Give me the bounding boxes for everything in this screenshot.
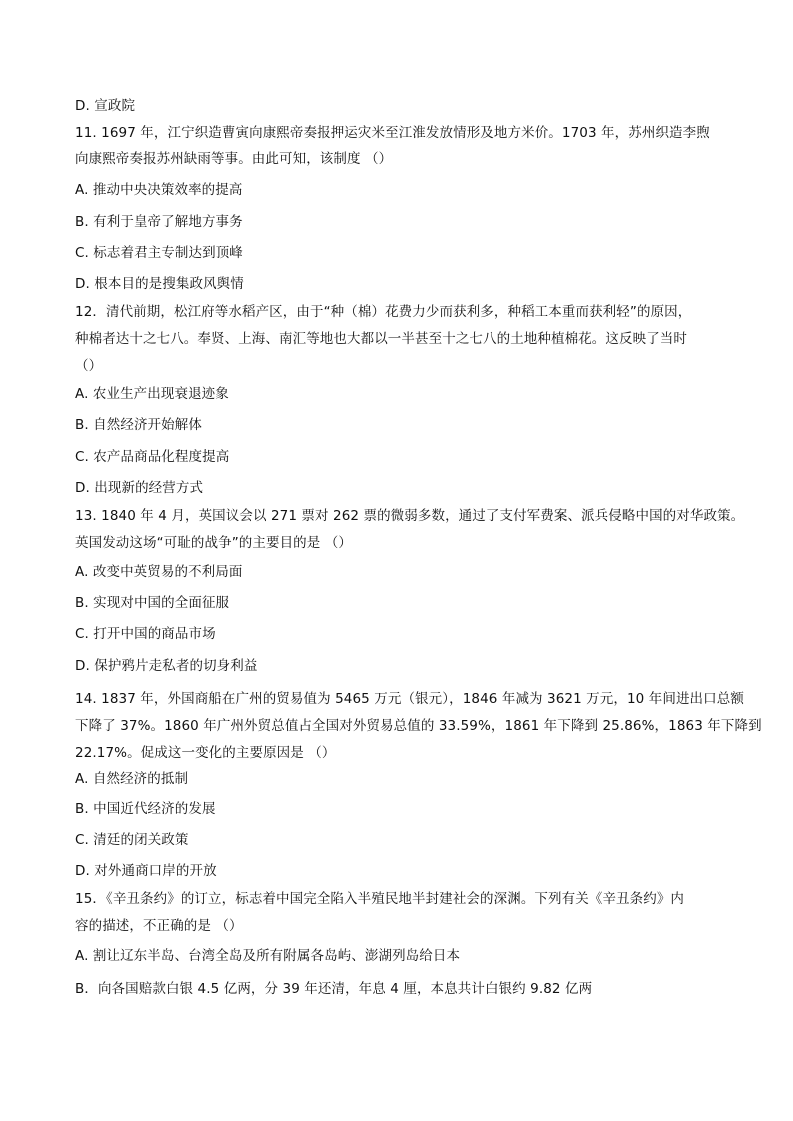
option-d-q11: D. 根本目的是搜集政风舆情 [75, 276, 244, 292]
question-13-line-2: 英国发动这场“可耻的战争”的主要目的是 （） [75, 535, 352, 551]
option-c-q12: C. 农产品商品化程度提高 [75, 449, 230, 465]
question-13-line-1: 13. 1840 年 4 月，英国议会以 271 票对 262 票的微弱多数，通过了支付军费案、派兵侵略中国的对华政策。 [75, 508, 745, 524]
option-d-q14: D. 对外通商口岸的开放 [75, 863, 217, 879]
option-b-q13: B. 实现对中国的全面征服 [75, 595, 230, 611]
question-14-line-2: 下降了 37%。1860 年广州外贸总值占全国对外贸易总值的 33.59%，1861 年下降到 25.86%，1863 年下降到 [75, 718, 762, 734]
question-14-line-3: 22.17%。促成这一变化的主要原因是 （） [75, 745, 336, 761]
option-c-q14: C. 清廷的闭关政策 [75, 832, 189, 848]
option-d-q13: D. 保护鸦片走私者的切身利益 [75, 658, 258, 674]
option-a-q13: A. 改变中英贸易的不利局面 [75, 564, 243, 580]
option-b-q12: B. 自然经济开始解体 [75, 417, 202, 433]
question-12-line-1: 12．清代前期，松江府等水稻产区，由于“种（棉）花费力少而获利多，种稻工本重而获利轻”的原因， [75, 304, 692, 320]
question-14-line-1: 14. 1837 年，外国商船在广州的贸易值为 5465 万元（银元），1846 年减为 3621 万元，10 年间进出口总额 [75, 691, 744, 707]
option-a-q12: A. 农业生产出现衰退迹象 [75, 386, 229, 402]
option-c-q13: C. 打开中国的商品市场 [75, 626, 216, 642]
option-b-q14: B. 中国近代经济的发展 [75, 801, 216, 817]
option-b-q11: B. 有利于皇帝了解地方事务 [75, 214, 243, 230]
question-12-line-2: 种棉者达十之七八。奉贤、上海、南汇等地也大都以一半甚至十之七八的土地种植棉花。这反映了当时 [75, 331, 687, 347]
option-d-q12: D. 出现新的经营方式 [75, 480, 204, 496]
question-12-line-3: （） [75, 358, 103, 374]
option-c-q11: C. 标志着君主专制达到顶峰 [75, 245, 243, 261]
option-b-q15: B．向各国赔款白银 4.5 亿两，分 39 年还清，年息 4 厘，本息共计白银约 9.82 亿两 [75, 981, 593, 997]
question-11-line-2: 向康熙帝奏报苏州缺雨等事。由此可知，该制度 （） [75, 151, 393, 167]
question-15-line-1: 15．《辛丑条约》的订立，标志着中国完全陷入半殖民地半封建社会的深渊。下列有关《辛丑条约》内 [75, 891, 685, 907]
option-a-q11: A. 推动中央决策效率的提高 [75, 182, 243, 198]
option-d-q10: D. 宣政院 [75, 98, 136, 114]
question-11-line-1: 11. 1697 年，江宁织造曹寅向康熙帝奏报押运灾米至江淮发放情形及地方米价。1703 年，苏州织造李煦 [75, 125, 710, 141]
option-a-q14: A. 自然经济的抵制 [75, 771, 189, 787]
option-a-q15: A. 割让辽东半岛、台湾全岛及所有附属各岛屿、澎湖列岛给日本 [75, 948, 461, 964]
question-15-line-2: 容的描述，不正确的是 （） [75, 918, 243, 934]
